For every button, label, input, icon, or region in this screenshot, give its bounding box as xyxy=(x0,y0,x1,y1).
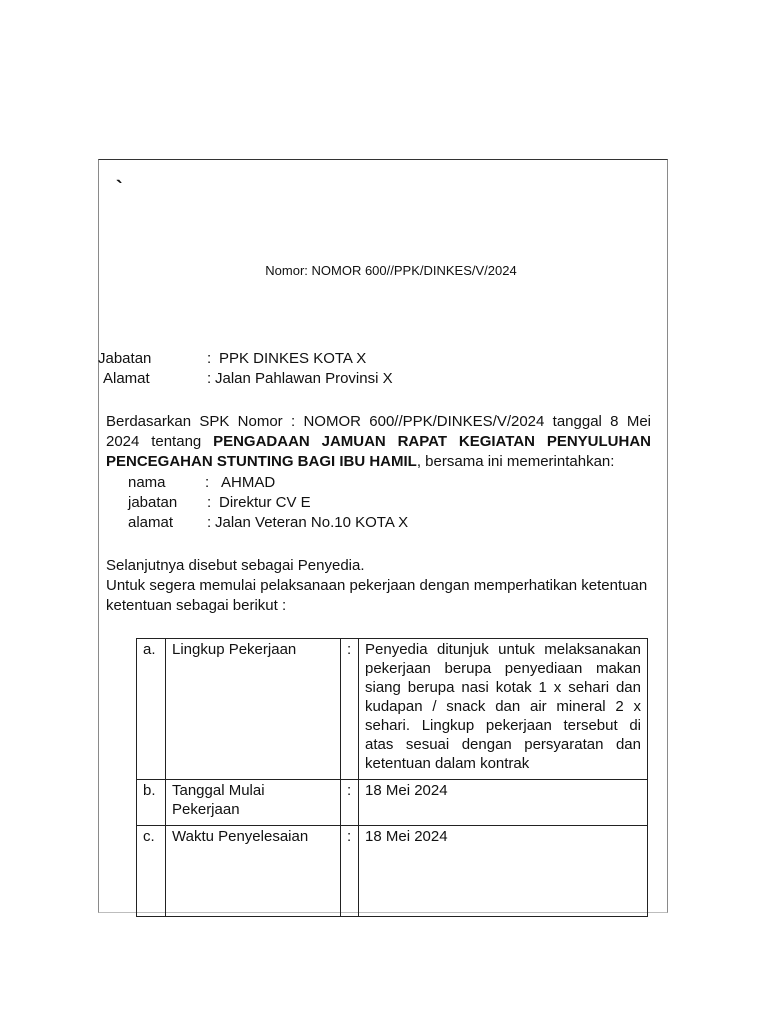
term-content-line: pekerjaan berupa penyediaan makan xyxy=(365,660,641,677)
vendor-jabatan-colon: : xyxy=(207,494,212,511)
followup-line-3: ketentuan sebagai berikut : xyxy=(106,597,287,614)
vendor-jabatan-value: Direktur CV E xyxy=(219,494,311,511)
term-colon: : xyxy=(341,780,359,826)
term-content-line: Penyedia ditunjuk untuk melaksanakan xyxy=(365,641,641,658)
intro-line-3-title: PENCEGAHAN STUNTING BAGI IBU HAMIL xyxy=(106,453,417,470)
term-colon: : xyxy=(341,826,359,917)
table-row xyxy=(137,826,648,917)
term-label xyxy=(166,780,341,826)
vendor-alamat-label: alamat xyxy=(128,514,174,531)
term-content-line: sehari. Lingkup pekerjaan tersebut di xyxy=(365,717,641,734)
vendor-nama-colon: : xyxy=(205,474,210,491)
term-index: b. xyxy=(137,780,166,826)
term-label: Waktu Penyelesaian xyxy=(166,826,341,917)
term-index: a. xyxy=(137,639,166,780)
official-jabatan-label: Jabatan xyxy=(98,350,152,367)
official-alamat-colon: : xyxy=(207,370,212,387)
official-alamat-value: Jalan Pahlawan Provinsi X xyxy=(215,370,393,387)
followup-line-2: Untuk segera memulai pelaksanaan pekerjaan dengan memperhatikan ketentuan xyxy=(106,577,648,594)
intro-line-1: Berdasarkan SPK Nomor : NOMOR 600//PPK/DINKES/V/2024 tanggal 8 Mei xyxy=(106,413,651,430)
vendor-nama-value: AHMAD xyxy=(221,474,276,491)
intro-line-3-suffix: , bersama ini memerintahkan: xyxy=(416,453,615,470)
intro-line-3 xyxy=(106,452,651,472)
intro-line-2-title: PENGADAAN JAMUAN RAPAT KEGIATAN PENYULUHAN xyxy=(213,433,651,450)
vendor-nama-label: nama xyxy=(128,474,166,491)
intro-line-2 xyxy=(106,432,651,452)
intro-line-2-prefix: 2024 tentang xyxy=(106,433,202,450)
term-content-line: ketentuan dalam kontrak xyxy=(365,755,530,772)
official-alamat-label: Alamat xyxy=(103,370,150,387)
intro-paragraph xyxy=(106,412,651,472)
stray-mark: ` xyxy=(116,178,123,200)
official-jabatan-value: PPK DINKES KOTA X xyxy=(219,350,367,367)
official-jabatan-colon: : xyxy=(207,350,212,367)
term-label: Lingkup Pekerjaan xyxy=(166,639,341,780)
table-row xyxy=(137,639,648,780)
document-number: Nomor: NOMOR 600//PPK/DINKES/V/2024 xyxy=(265,263,517,278)
terms-table xyxy=(136,638,648,917)
term-content-line: kudapan / snack dan air mineral 2 x xyxy=(365,698,641,715)
vendor-alamat-colon: : xyxy=(207,514,212,531)
term-content xyxy=(359,639,648,780)
term-label-line: Pekerjaan xyxy=(172,801,240,818)
term-content: 18 Mei 2024 xyxy=(359,826,648,917)
term-content-line: siang berupa nasi kotak 1 x sehari dan xyxy=(365,679,641,696)
term-index: c. xyxy=(137,826,166,917)
followup-paragraph xyxy=(106,556,651,616)
term-content-line: atas sesuai dengan persyaratan dan xyxy=(365,736,641,753)
vendor-alamat-value: Jalan Veteran No.10 KOTA X xyxy=(215,514,409,531)
term-content: 18 Mei 2024 xyxy=(359,780,648,826)
term-colon: : xyxy=(341,639,359,780)
followup-line-1: Selanjutnya disebut sebagai Penyedia. xyxy=(106,557,365,574)
table-row xyxy=(137,780,648,826)
term-label-line: Tanggal Mulai xyxy=(172,782,265,799)
vendor-jabatan-label: jabatan xyxy=(128,494,178,511)
